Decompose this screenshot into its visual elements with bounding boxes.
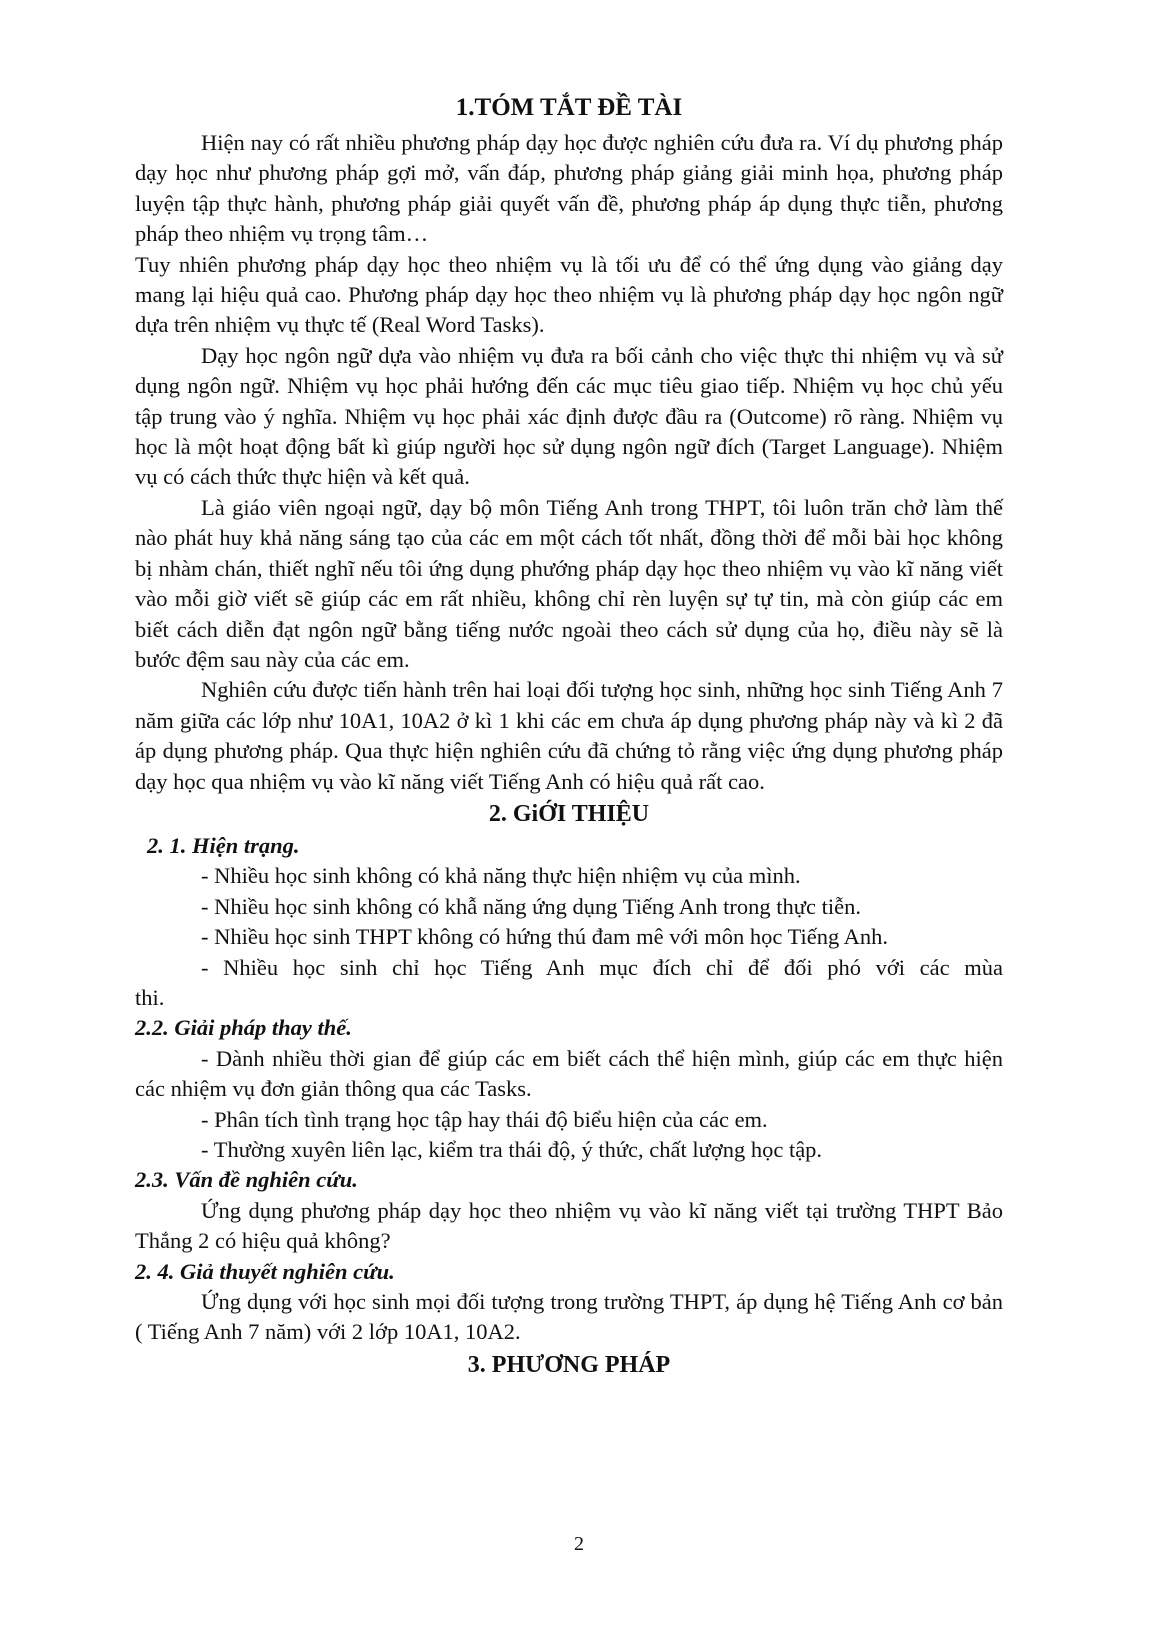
paragraph-teacher-motivation: Là giáo viên ngoại ngữ, dạy bộ môn Tiếng Anh trong THPT, tôi luôn trăn chở làm thế nào phát huy khả năng sáng tạo của các em một cách tốt nhất, đồng thời để mỗi bài học không bị nhàm chán, thiết nghĩ nếu tôi ứng dụng phướng pháp dạy học theo nhiệm vụ vào kĩ năng viết vào mỗi giờ viết sẽ giúp các em rất nhiều, không chỉ rèn luyện sự tự tin, mà còn giúp các em biết cách diễn đạt ngôn ngữ bằng tiếng nước ngoài theo cách sử dụng của họ, điều này sẽ là bước đệm sau này của các em. <box>135 494 1003 672</box>
paragraph-hypothesis: Ứng dụng với học sinh mọi đối tượng trong trường THPT, áp dụng hệ Tiếng Anh cơ bản ( Tiếng Anh 7 năm) với 2 lớp 10A1, 10A2. <box>135 1289 1003 1345</box>
subsection-2-1-title: 2. 1. Hiện trạng. <box>147 832 300 858</box>
document-page <box>135 88 1003 1382</box>
section-2-title: 2. GiỚI THIỆU <box>488 800 650 827</box>
section-1-title: 1.TÓM TẮT ĐỀ TÀI <box>455 94 683 121</box>
subsection-2-4-title: 2. 4. Giả thuyết nghiên cứu. <box>135 1258 395 1284</box>
list-item: - Phân tích tình trạng học tập hay thái độ biểu hiện của các em. <box>201 1106 768 1132</box>
list-item: - Thường xuyên liên lạc, kiểm tra thái độ, ý thức, chất lượng học tập. <box>201 1137 823 1162</box>
paragraph-intro: Hiện nay có rất nhiều phương pháp dạy học được nghiên cứu đưa ra. Ví dụ phương pháp dạy học như phương pháp gợi mở, vấn đáp, phương pháp giảng giải minh họa, phương pháp luyện tập thực hành, phương pháp giải quyết vấn đề, phương pháp áp dụng thực tiễn, phương pháp theo nhiệm vụ trọng tâm… <box>135 130 1003 247</box>
paragraph-research-question: Ứng dụng phương pháp dạy học theo nhiệm vụ vào kĩ năng viết tại trường THPT Bảo Thắng 2 có hiệu quả không? <box>135 1197 1003 1254</box>
paragraph-task-language: Dạy học ngôn ngữ dựa vào nhiệm vụ đưa ra bối cảnh cho việc thực thi nhiệm vụ và sử dụng ngôn ngữ. Nhiệm vụ học phải hướng đến các mục tiêu giao tiếp. Nhiệm vụ học chủ yếu tập trung vào ý nghĩa. Nhiệm vụ học phải xác định được đầu ra (Outcome) rõ ràng. Nhiệm vụ học là một hoạt động bất kì giúp người học sử dụng ngôn ngữ đích (Target Language). Nhiệm vụ có cách thức thực hiện và kết quả. <box>135 342 1003 490</box>
page-number: 2 <box>574 1533 584 1555</box>
paragraph-research-scope: Nghiên cứu được tiến hành trên hai loại đối tượng học sinh, những học sinh Tiếng Anh 7 năm giữa các lớp như 10A1, 10A2 ở kì 1 khi các em chưa áp dụng phương pháp này và kì 2 đã áp dụng phương pháp. Qua thực hiện nghiên cứu đã chứng tỏ rằng việc ứng dụng phương pháp dạy học qua nhiệm vụ vào kĩ năng viết Tiếng Anh có hiệu quả rất cao. <box>135 677 1003 794</box>
list-item: - Nhiều học sinh không có khẫ năng ứng dụng Tiếng Anh trong thực tiễn. <box>201 893 861 919</box>
list-item: - Nhiều học sinh chỉ học Tiếng Anh mục đích chỉ để đối phó với các mùa <box>201 954 1003 980</box>
list-item: - Nhiều học sinh THPT không có hứng thú đam mê với môn học Tiếng Anh. <box>201 924 888 950</box>
subsection-2-2-title: 2.2. Giải pháp thay thế. <box>135 1015 352 1041</box>
list-item: - Nhiều học sinh không có khả năng thực hiện nhiệm vụ của mình. <box>201 863 801 889</box>
subsection-2-3-title: 2.3. Vấn đề nghiên cứu. <box>135 1167 358 1193</box>
list-item: - Dành nhiều thời gian để giúp các em biết cách thể hiện mình, giúp các em thực hiện các nhiệm vụ đơn giản thông qua các Tasks. <box>135 1045 1003 1102</box>
section-3-title: 3. PHƯƠNG PHÁP <box>467 1351 671 1378</box>
list-item-continuation: thi. <box>135 984 165 1010</box>
paragraph-task-method: Tuy nhiên phương pháp dạy học theo nhiệm vụ là tối ưu để có thể ứng dụng vào giảng dạy mang lại hiệu quả cao. Phương pháp dạy học theo nhiệm vụ là phương pháp dạy học ngôn ngữ dựa trên nhiệm vụ thực tế (Real Word Tasks). <box>135 251 1003 338</box>
